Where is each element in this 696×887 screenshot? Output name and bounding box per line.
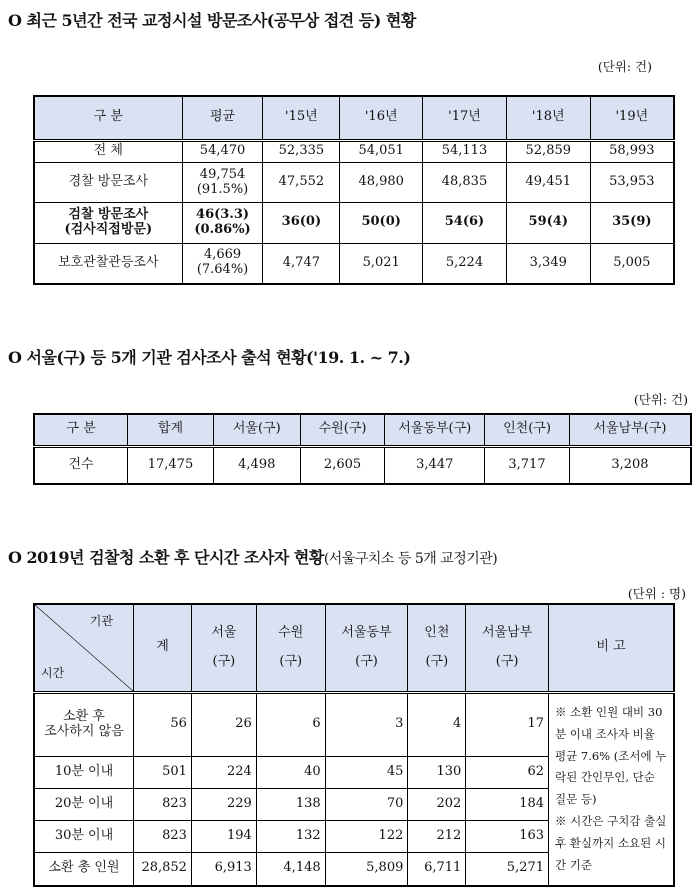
- value-cell: 3: [325, 692, 408, 756]
- column-header: 합계: [128, 414, 214, 446]
- value-cell: 5,809: [325, 853, 408, 886]
- section3-subtitle: (서울구치소 등 5개 교정기관): [323, 551, 498, 567]
- column-header: 계: [133, 604, 191, 692]
- value-cell: 54(6): [423, 203, 507, 243]
- value-cell: 202: [408, 788, 466, 820]
- value-cell: 35(9): [590, 203, 674, 243]
- column-header: 서울동부 (구): [325, 604, 408, 692]
- value-cell: 138: [256, 788, 325, 820]
- column-header: 서울남부(구): [569, 414, 691, 446]
- value-cell: 5,005: [590, 243, 674, 284]
- section3-title: O 2019년 검찰청 소환 후 단시간 조사자 현황: [8, 548, 324, 567]
- value-cell: 2,605: [300, 446, 385, 484]
- corner-header: 기관 시간: [34, 604, 133, 692]
- table-row: [34, 692, 674, 756]
- value-cell: 229: [191, 788, 256, 820]
- value-cell: 501: [133, 756, 191, 788]
- value-cell: 58,993: [590, 140, 674, 162]
- column-header: '18년: [506, 96, 590, 140]
- value-cell: 54,051: [340, 140, 423, 162]
- table-row: [34, 243, 674, 284]
- value-cell: 52,859: [506, 140, 590, 162]
- average-cell: 46(3.3) (0.86%): [182, 203, 263, 243]
- column-header: 인천(구): [485, 414, 570, 446]
- section2-unit: (단위: 건): [633, 392, 688, 407]
- value-cell: 3,349: [506, 243, 590, 284]
- value-cell: 3,717: [485, 446, 570, 484]
- value-cell: 53,953: [590, 162, 674, 202]
- column-header: 수원(구): [300, 414, 385, 446]
- value-cell: 36(0): [263, 203, 340, 243]
- column-header: '19년: [590, 96, 674, 140]
- column-header: 평균: [182, 96, 263, 140]
- value-cell: 40: [256, 756, 325, 788]
- value-cell: 3,208: [569, 446, 691, 484]
- value-cell: 28,852: [133, 853, 191, 886]
- column-header: '15년: [263, 96, 340, 140]
- column-header: 서울남부 (구): [466, 604, 549, 692]
- table-row: [34, 446, 691, 484]
- value-cell: 194: [191, 820, 256, 852]
- value-cell: 5,271: [466, 853, 549, 886]
- column-header: 구 분: [34, 414, 128, 446]
- value-cell: 212: [408, 820, 466, 852]
- short-interview-table: [33, 603, 675, 887]
- row-label: 전 체: [34, 140, 182, 162]
- value-cell: 5,224: [423, 243, 507, 284]
- section1-title: O 최근 5년간 전국 교정시설 방문조사(공무상 접견 등) 현황: [8, 11, 416, 30]
- value-cell: 17: [466, 692, 549, 756]
- section3-unit: (단위 : 명): [627, 586, 686, 601]
- table-row: [34, 162, 674, 202]
- value-cell: 4: [408, 692, 466, 756]
- value-cell: 4,498: [213, 446, 300, 484]
- value-cell: 48,835: [423, 162, 507, 202]
- remark-notes: ※ 소환 인원 대비 30분 이내 조사자 비율 평균 7.6% (조서에 누락된 간인무인, 단순 질문 등) ※ 시간은 구치감 출실 후 환실까지 소요된 시간 기준: [549, 692, 674, 885]
- section2-title: O 서울(구) 등 5개 기관 검사조사 출석 현황('19. 1. ~ 7.): [8, 348, 411, 367]
- row-label: 검찰 방문조사 (검사직접방문): [34, 203, 182, 243]
- value-cell: 132: [256, 820, 325, 852]
- column-header: 구 분: [34, 96, 182, 140]
- value-cell: 56: [133, 692, 191, 756]
- value-cell: 823: [133, 788, 191, 820]
- average-cell: 4,669 (7.64%): [182, 243, 263, 284]
- value-cell: 26: [191, 692, 256, 756]
- column-header: '16년: [340, 96, 423, 140]
- value-cell: 47,552: [263, 162, 340, 202]
- value-cell: 6: [256, 692, 325, 756]
- value-cell: 122: [325, 820, 408, 852]
- value-cell: 50(0): [340, 203, 423, 243]
- value-cell: 163: [466, 820, 549, 852]
- column-header: 서울(구): [213, 414, 300, 446]
- row-label: 20분 이내: [34, 788, 133, 820]
- row-label: 10분 이내: [34, 756, 133, 788]
- value-cell: 6,913: [191, 853, 256, 886]
- value-cell: 6,711: [408, 853, 466, 886]
- value-cell: 17,475: [128, 446, 214, 484]
- value-cell: 823: [133, 820, 191, 852]
- value-cell: 48,980: [340, 162, 423, 202]
- value-cell: 184: [466, 788, 549, 820]
- value-cell: 4,747: [263, 243, 340, 284]
- row-label: 소환 총 인원: [34, 853, 133, 886]
- value-cell: 130: [408, 756, 466, 788]
- column-header: 수원 (구): [256, 604, 325, 692]
- value-cell: 45: [325, 756, 408, 788]
- row-label: 30분 이내: [34, 820, 133, 852]
- value-cell: 224: [191, 756, 256, 788]
- row-label: 경찰 방문조사: [34, 162, 182, 202]
- value-cell: 70: [325, 788, 408, 820]
- value-cell: 5,021: [340, 243, 423, 284]
- value-cell: 62: [466, 756, 549, 788]
- column-header: '17년: [423, 96, 507, 140]
- table-row: [34, 140, 674, 162]
- value-cell: 59(4): [506, 203, 590, 243]
- row-label: 건수: [34, 446, 128, 484]
- value-cell: 4,148: [256, 853, 325, 886]
- column-header: 서울동부(구): [385, 414, 485, 446]
- value-cell: 52,335: [263, 140, 340, 162]
- column-header: 서울 (구): [191, 604, 256, 692]
- remark-header: 비 고: [549, 604, 674, 692]
- section1-unit: (단위: 건): [597, 59, 652, 74]
- row-label: 보호관찰관등조사: [34, 243, 182, 284]
- value-cell: 49,451: [506, 162, 590, 202]
- average-cell: 49,754 (91.5%): [182, 162, 263, 202]
- value-cell: 3,447: [385, 446, 485, 484]
- column-header: 인천 (구): [408, 604, 466, 692]
- visit-survey-table: [33, 95, 675, 285]
- table-row: [34, 203, 674, 243]
- attendance-table: [33, 413, 692, 485]
- row-label: 소환 후 조사하지 않음: [34, 692, 133, 756]
- average-cell: 54,470: [182, 140, 263, 162]
- value-cell: 54,113: [423, 140, 507, 162]
